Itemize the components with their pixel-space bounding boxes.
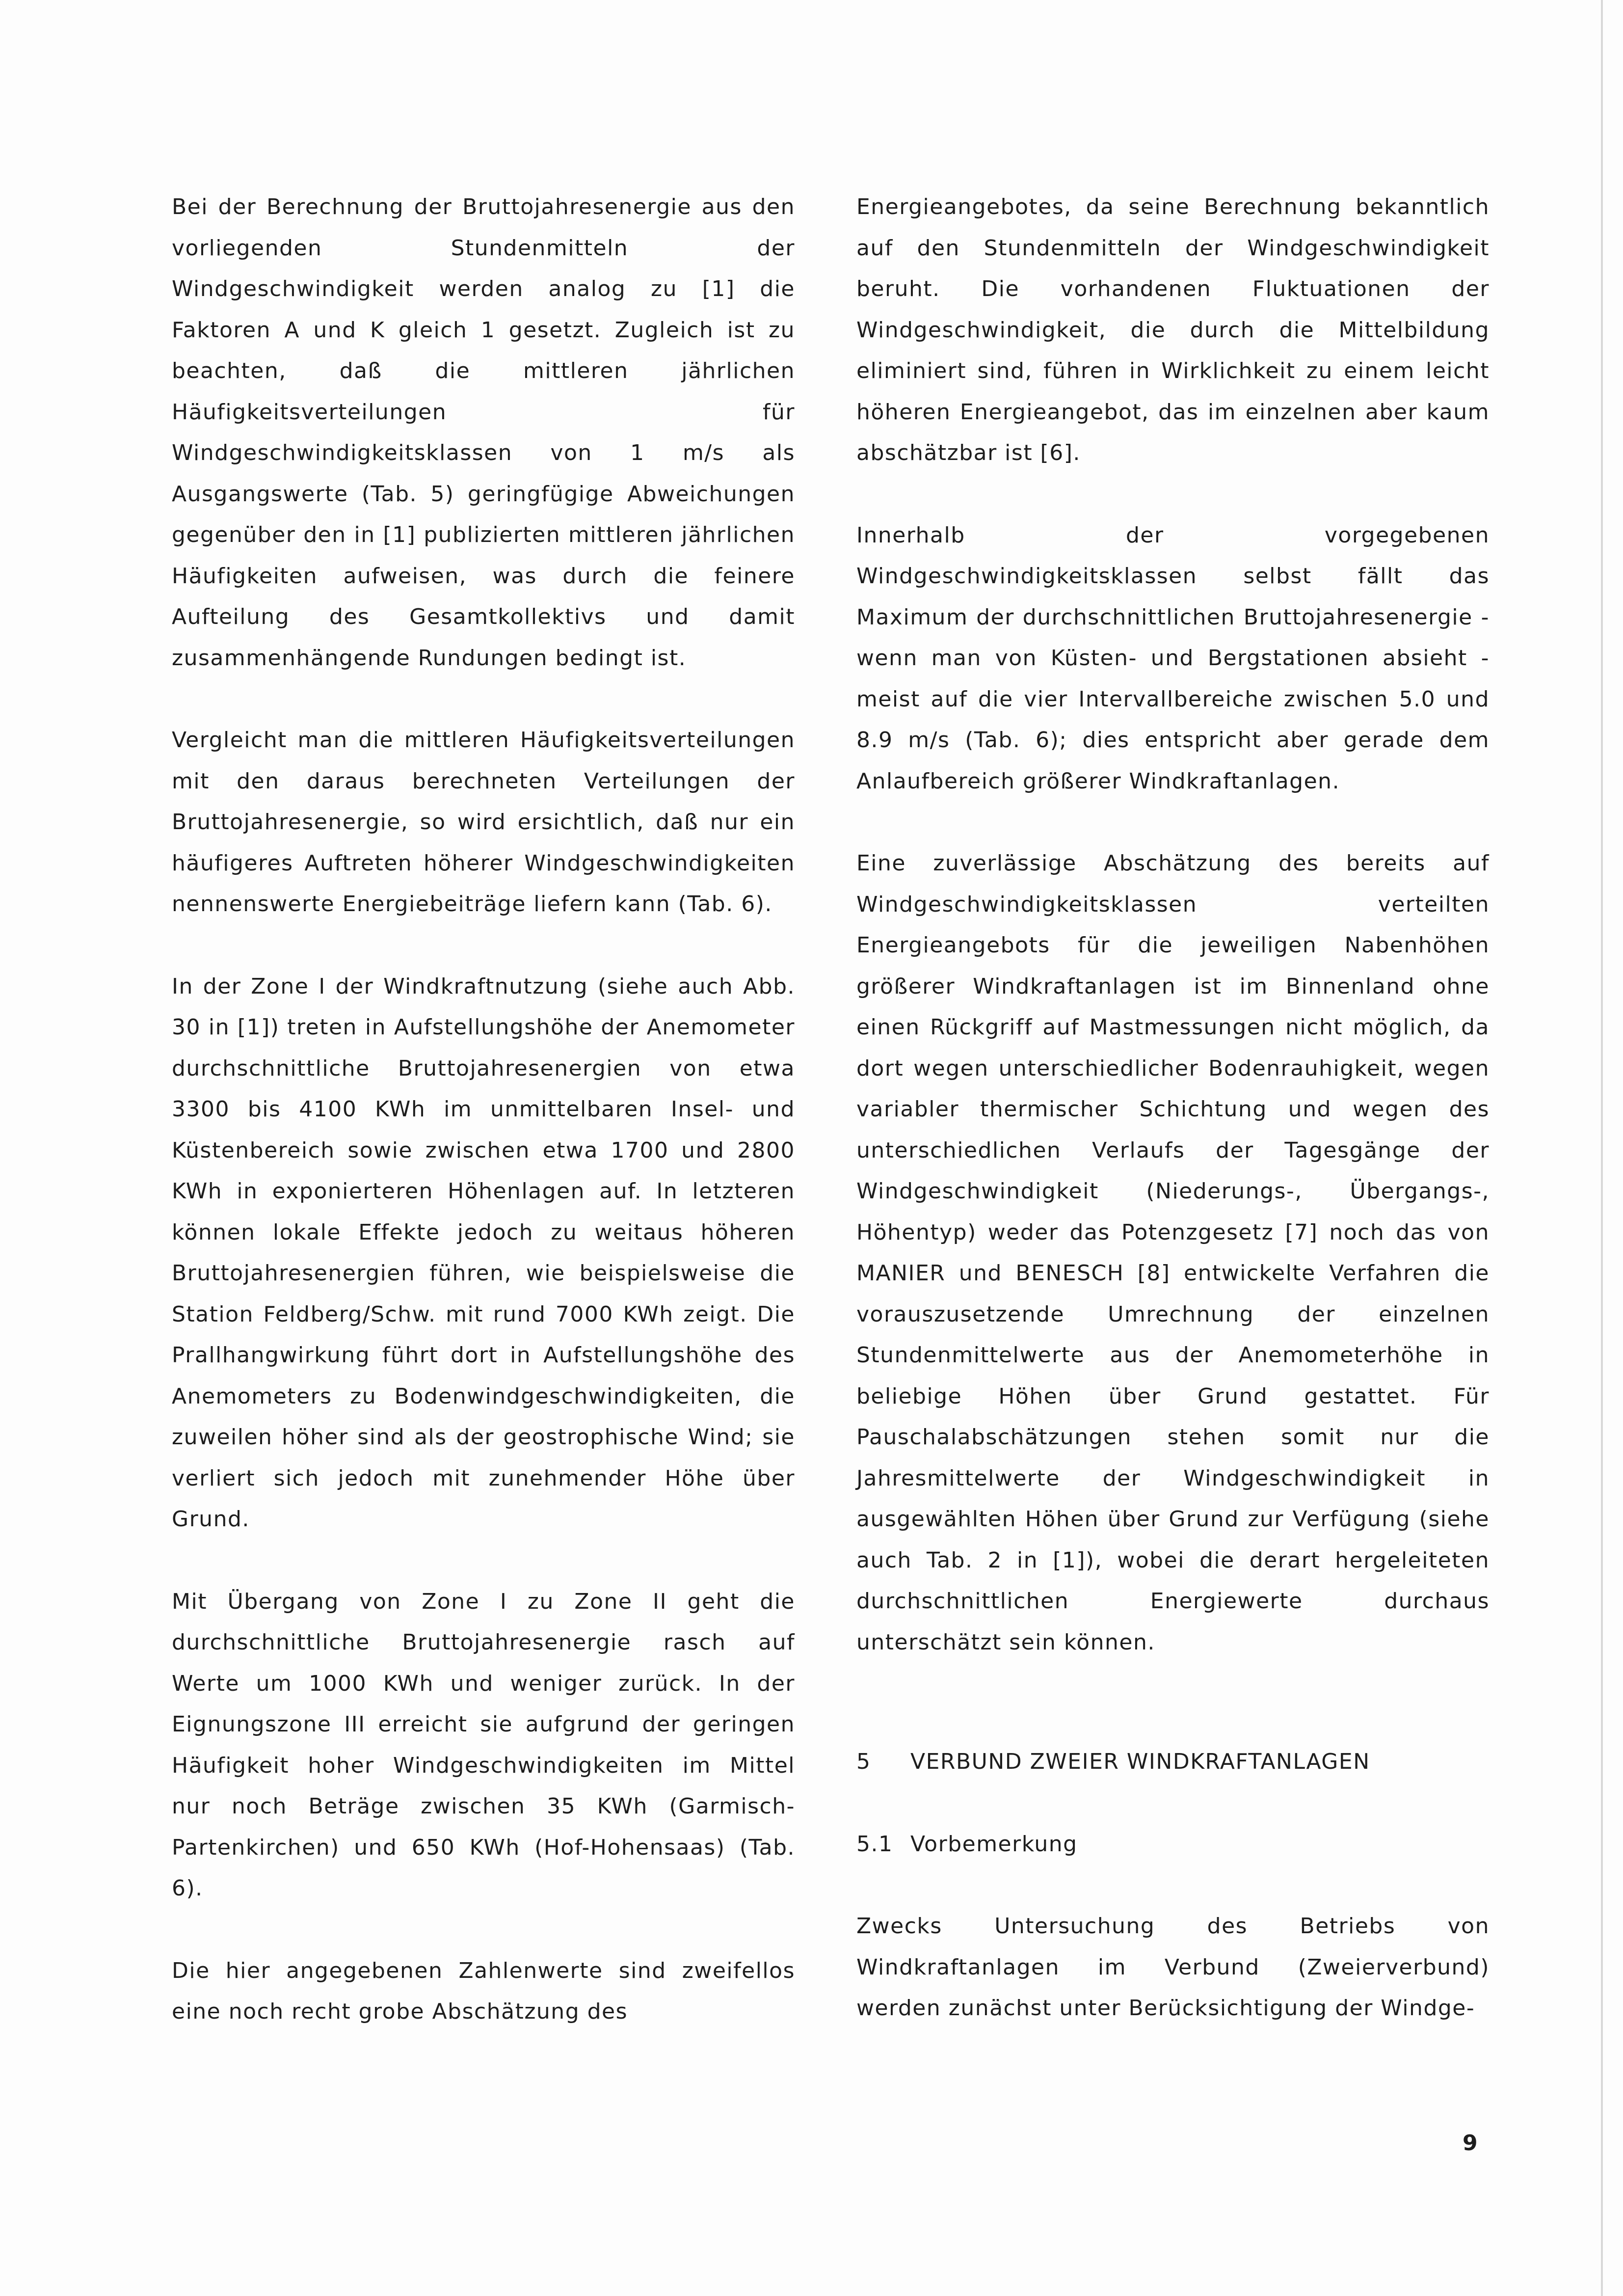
left-column: [172, 187, 795, 2074]
section-number: 5: [856, 1749, 871, 1774]
right-paragraph-3: Eine zuverlässige Abschätzung des bereits auf Windgeschwindigkeitsklassen verteilten Energieangebots für die jeweiligen Nabenhöhen größerer Windkraftanlagen ist im Binnenland ohne einen Rückgriff auf Mastmessungen nicht möglich, da dort wegen unterschiedlicher Bodenrauhigkeit, wegen variabler thermischer Schichtung und wegen des unterschiedlichen Verlaufs der Tagesgänge der Windgeschwindigkeit (Niederungs-, Übergangs-, Höhentyp) weder das Potenzgesetz [7] noch das von MANIER und BENESCH [8] entwickelte Verfahren die vorauszusetzende Umrechnung der einzelnen Stundenmittelwerte aus der Anemometerhöhe in beliebige Höhen über Grund gestattet. Für Pauschalabschätzungen stehen somit nur die Jahresmittelwerte der Windgeschwindigkeit in ausgewählten Höhen über Grund zur Verfügung (siehe auch Tab. 2 in [1]), wobei die derart hergeleiteten durchschnittlichen Energiewerte durchaus unterschätzt sein können.: [856, 851, 1490, 1655]
section-heading: [856, 1741, 1490, 1783]
section-title: VERBUND ZWEIER WINDKRAFTANLAGEN: [910, 1749, 1370, 1774]
left-paragraph-2: Vergleicht man die mittleren Häufigkeitsverteilungen mit den daraus berechneten Verteilungen der Bruttojahresenergie, so wird ersichtlich, daß nur ein häufigeres Auftreten höherer Windgeschwindigkeiten nennenswerte Energiebeiträge liefern kann (Tab. 6).: [172, 728, 795, 917]
left-paragraph-5: Die hier angegebenen Zahlenwerte sind zweifellos eine noch recht grobe Abschätzung des: [172, 1958, 795, 2024]
subsection-number: 5.1: [856, 1831, 893, 1857]
right-paragraph-1: Energieangebotes, da seine Berechnung bekanntlich auf den Stundenmitteln der Windgeschwindigkeit beruht. Die vorhandenen Fluktuationen der Windgeschwindigkeit, die durch die Mittelbildung eliminiert sind, führen in Wirklichkeit zu einem leicht höheren Energieangebot, das im einzelnen aber kaum abschätzbar ist [6].: [856, 194, 1490, 465]
subsection-heading: [856, 1824, 1490, 1865]
right-column: [856, 187, 1490, 2070]
left-paragraph-1: Bei der Berechnung der Bruttojahresenergie aus den vorliegenden Stundenmitteln der Windgeschwindigkeit werden analog zu [1] die Faktoren A und K gleich 1 gesetzt. Zugleich ist zu beachten, daß die mittleren jährlichen Häufigkeitsverteilungen für Windgeschwindigkeitsklassen von 1 m/s als Ausgangswerte (Tab. 5) geringfügige Abweichungen gegenüber den in [1] publizierten mittleren jährlichen Häufigkeiten aufweisen, was durch die feinere Aufteilung des Gesamtkollektivs und damit zusammenhängende Rundungen bedingt ist.: [172, 194, 795, 671]
scan-edge-divider: [1601, 0, 1603, 2296]
subsection-title: Vorbemerkung: [910, 1831, 1078, 1857]
left-paragraph-4: Mit Übergang von Zone I zu Zone II geht die durchschnittliche Bruttojahresenergie rasch auf Werte um 1000 KWh und weniger zurück. In der Eignungszone III erreicht sie aufgrund der geringen Häufigkeit hoher Windgeschwindigkeiten im Mittel nur noch Beträge zwischen 35 KWh (Garmisch-Partenkirchen) und 650 KWh (Hof-Hohensaas) (Tab. 6).: [172, 1589, 795, 1901]
right-paragraph-2: Innerhalb der vorgegebenen Windgeschwindigkeitsklassen selbst fällt das Maximum der durchschnittlichen Bruttojahresenergie - wenn man von Küsten- und Bergstationen absieht - meist auf die vier Intervallbereiche zwischen 5.0 und 8.9 m/s (Tab. 6); dies entspricht aber gerade dem Anlaufbereich größerer Windkraftanlagen.: [856, 522, 1490, 794]
right-paragraph-4: Zwecks Untersuchung des Betriebs von Windkraftanlagen im Verbund (Zweierverbund) werden zunächst unter Berücksichtigung der Windge-: [856, 1914, 1490, 2021]
left-paragraph-3: In der Zone I der Windkraftnutzung (siehe auch Abb. 30 in [1]) treten in Aufstellungshöhe der Anemometer durchschnittliche Bruttojahresenergien von etwa 3300 bis 4100 KWh im unmittelbaren Insel- und Küstenbereich sowie zwischen etwa 1700 und 2800 KWh in exponierteren Höhenlagen auf. In letzteren können lokale Effekte jedoch zu weitaus höheren Bruttojahresenergien führen, wie beispielsweise die Station Feldberg/Schw. mit rund 7000 KWh zeigt. Die Prallhangwirkung führt dort in Aufstellungshöhe des Anemometers zu Bodenwindgeschwindigkeiten, die zuweilen höher sind als der geostrophische Wind; sie verliert sich jedoch mit zunehmender Höhe über Grund.: [172, 973, 795, 1532]
page-number: 9: [1463, 2131, 1478, 2156]
